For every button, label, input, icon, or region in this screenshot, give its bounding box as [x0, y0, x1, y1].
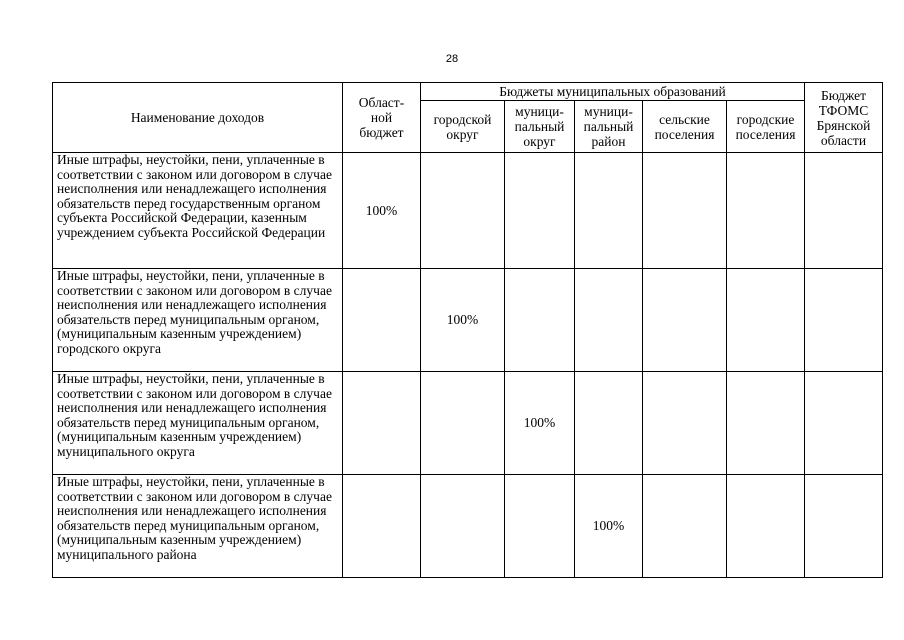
row-value-tfoms — [805, 372, 883, 475]
table-row — [53, 153, 883, 269]
table-row — [53, 269, 883, 372]
row-value-rural-settlements — [643, 153, 727, 269]
header-city-district: городской округ — [421, 101, 505, 153]
row-income-name: Иные штрафы, неустойки, пени, уплаченные в соответствии с законом или договором в случае неисполнения или ненадлежащего исполнения обязательств перед муниципальным органом, (муниципальным казенным учреждением) муниципального района — [53, 475, 343, 578]
row-value-tfoms — [805, 269, 883, 372]
page-number: 28 — [445, 53, 459, 65]
row-value-municipal-area — [575, 372, 643, 475]
row-value-municipal-district — [505, 153, 575, 269]
header-tfoms-budget: Бюджет ТФОМС Брянской области — [805, 83, 883, 153]
row-income-name: Иные штрафы, неустойки, пени, уплаченные в соответствии с законом или договором в случае неисполнения или ненадлежащего исполнения обязательств перед государственным органом субъекта Российской Федерации, казенным учреждением субъекта Российской Федерации — [53, 153, 343, 269]
row-value-city-district: 100% — [421, 269, 505, 372]
row-value-urban-settlements — [727, 153, 805, 269]
row-value-municipal-area — [575, 269, 643, 372]
row-value-rural-settlements — [643, 475, 727, 578]
row-value-rural-settlements — [643, 269, 727, 372]
row-value-city-district — [421, 153, 505, 269]
row-income-name: Иные штрафы, неустойки, пени, уплаченные в соответствии с законом или договором в случае неисполнения или ненадлежащего исполнения обязательств перед муниципальным органом, (муниципальным казенным учреждением) городского округа — [53, 269, 343, 372]
table-row — [53, 372, 883, 475]
row-value-municipal-district: 100% — [505, 372, 575, 475]
row-value-regional: 100% — [343, 153, 421, 269]
header-urban-settlements: городские поселения — [727, 101, 805, 153]
row-value-rural-settlements — [643, 372, 727, 475]
row-value-regional — [343, 372, 421, 475]
header-municipal-area: муници- пальный район — [575, 101, 643, 153]
row-value-municipal-district — [505, 269, 575, 372]
table-row — [53, 475, 883, 578]
row-value-urban-settlements — [727, 372, 805, 475]
revenue-distribution-table — [52, 82, 883, 578]
row-income-name: Иные штрафы, неустойки, пени, уплаченные в соответствии с законом или договором в случае неисполнения или ненадлежащего исполнения обязательств перед муниципальным органом, (муниципальным казенным учреждением) муниципального округа — [53, 372, 343, 475]
row-value-regional — [343, 475, 421, 578]
row-value-tfoms — [805, 153, 883, 269]
row-value-municipal-district — [505, 475, 575, 578]
row-value-urban-settlements — [727, 269, 805, 372]
header-municipal-budgets: Бюджеты муниципальных образований — [421, 83, 805, 101]
header-regional-budget: Област- ной бюджет — [343, 83, 421, 153]
row-value-city-district — [421, 475, 505, 578]
header-municipal-district: муници- пальный округ — [505, 101, 575, 153]
row-value-tfoms — [805, 475, 883, 578]
header-income-name: Наименование доходов — [53, 83, 343, 153]
row-value-municipal-area — [575, 153, 643, 269]
row-value-city-district — [421, 372, 505, 475]
header-rural-settlements: сельские поселения — [643, 101, 727, 153]
row-value-regional — [343, 269, 421, 372]
row-value-urban-settlements — [727, 475, 805, 578]
row-value-municipal-area: 100% — [575, 475, 643, 578]
